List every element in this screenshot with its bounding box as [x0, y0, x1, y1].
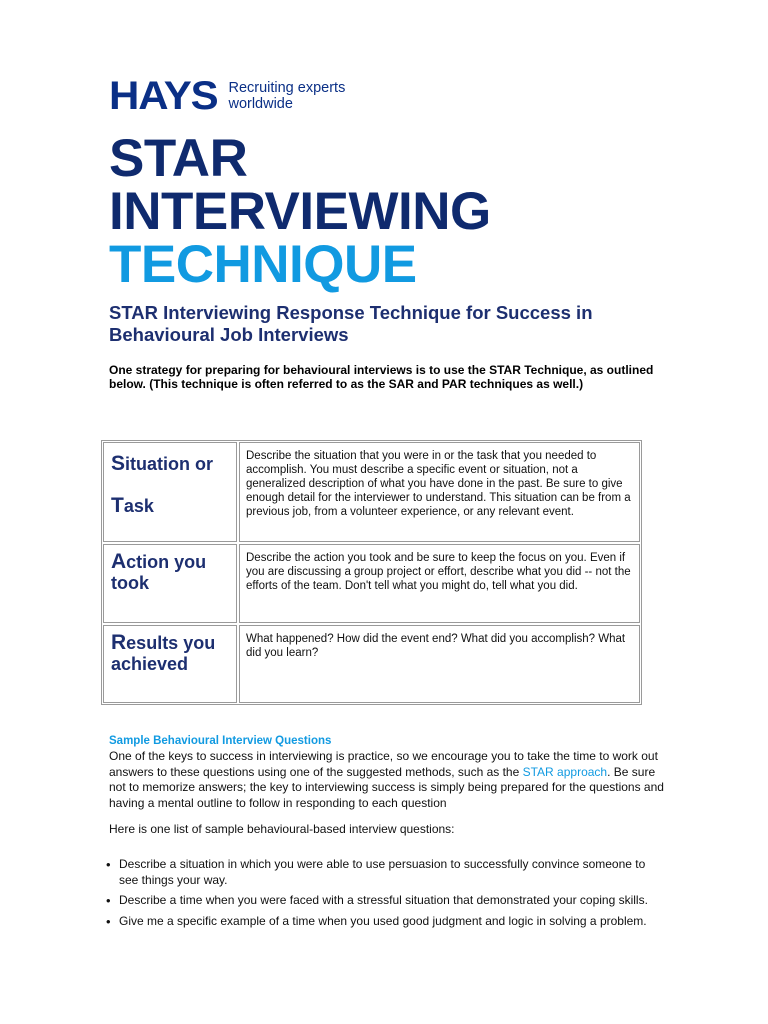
questions-list-intro: Here is one list of sample behavioural-based interview questions: [109, 822, 455, 836]
star-table [101, 440, 642, 705]
star-desc-results: What happened? How did the event end? What did you accomplish? What did you learn? [239, 625, 640, 703]
page-subtitle: STAR Interviewing Response Technique for Success in Behavioural Job Interviews [109, 302, 593, 345]
title-line-technique: TECHNIQUE [109, 235, 417, 294]
label-rest: ction you [126, 552, 207, 572]
question-text: Give me a specific example of a time when you used good judgment and logic in solving a problem. [119, 913, 647, 928]
list-item [106, 857, 666, 888]
bullet-icon: • [106, 857, 111, 872]
bullet-icon: • [106, 893, 111, 908]
list-item [106, 893, 666, 909]
star-desc-situation: Describe the situation that you were in or the task that you needed to accomplish. You must describe a specific event or situation, not a generalized description of what you have done in the past. Be sure to give enough detail for the interviewer to understand. This situation can be from a previous job, from a volunteer experience, or any relevant event. [239, 442, 640, 542]
star-desc-action: Describe the action you took and be sure to keep the focus on you. Even if you are discussing a group project or effort, describe what you did -- not the efforts of the team. Don't tell what you might do, tell what you did. [239, 544, 640, 623]
bullet-icon: • [106, 913, 111, 929]
logo-tagline [228, 80, 345, 112]
label-initial-s: S [111, 452, 126, 475]
label-rest: achieved [111, 654, 189, 674]
label-rest: ituation or [125, 454, 214, 474]
logo-wordmark: HAYS [109, 74, 218, 118]
title-line-interviewing: INTERVIEWING [109, 182, 491, 241]
paragraph-text: . Be sure not to memorize answers; the key to interviewing success is simply being prepared for the questions and having a mental outline to follow in responding to each question [109, 764, 664, 810]
paragraph-text: One of the keys to success in interviewing is practice, so we encourage you to take the time to work out answers to these questions using one of the suggested methods, such as the [109, 749, 658, 779]
label-rest: esults you [126, 633, 216, 653]
star-row-results [103, 625, 640, 703]
sample-questions-heading: Sample Behavioural Interview Questions [109, 735, 332, 747]
star-label-action [103, 544, 237, 623]
intro-paragraph: One strategy for preparing for behavioural interviews is to use the STAR Technique, as outlined below. (This technique is often referred to as the SAR and PAR techniques as well.) [109, 363, 654, 391]
sample-questions-list [106, 857, 666, 934]
star-label-results [103, 625, 237, 703]
star-row-action [103, 544, 640, 623]
label-initial-a: A [111, 550, 127, 573]
hays-logo [109, 76, 345, 116]
star-label-situation [103, 442, 237, 542]
question-text: Describe a situation in which you were able to use persuasion to successfully convince someone to see things your way. [119, 857, 646, 887]
question-text: Describe a time when you were faced with a stressful situation that demonstrated your coping skills. [119, 893, 648, 907]
label-rest: took [111, 573, 149, 593]
logo-tagline-line1: Recruiting experts [228, 80, 346, 96]
title-line-star: STAR [109, 129, 248, 188]
label-initial-r: R [111, 631, 127, 654]
star-approach-link[interactable]: STAR approach [522, 764, 608, 779]
page-title [109, 129, 491, 294]
sample-intro-paragraph [109, 749, 664, 811]
list-item [106, 914, 666, 930]
logo-tagline-line2: worldwide [228, 96, 293, 112]
label-initial-t: T [111, 494, 124, 517]
label-rest: ask [123, 496, 154, 516]
star-row-situation [103, 442, 640, 542]
